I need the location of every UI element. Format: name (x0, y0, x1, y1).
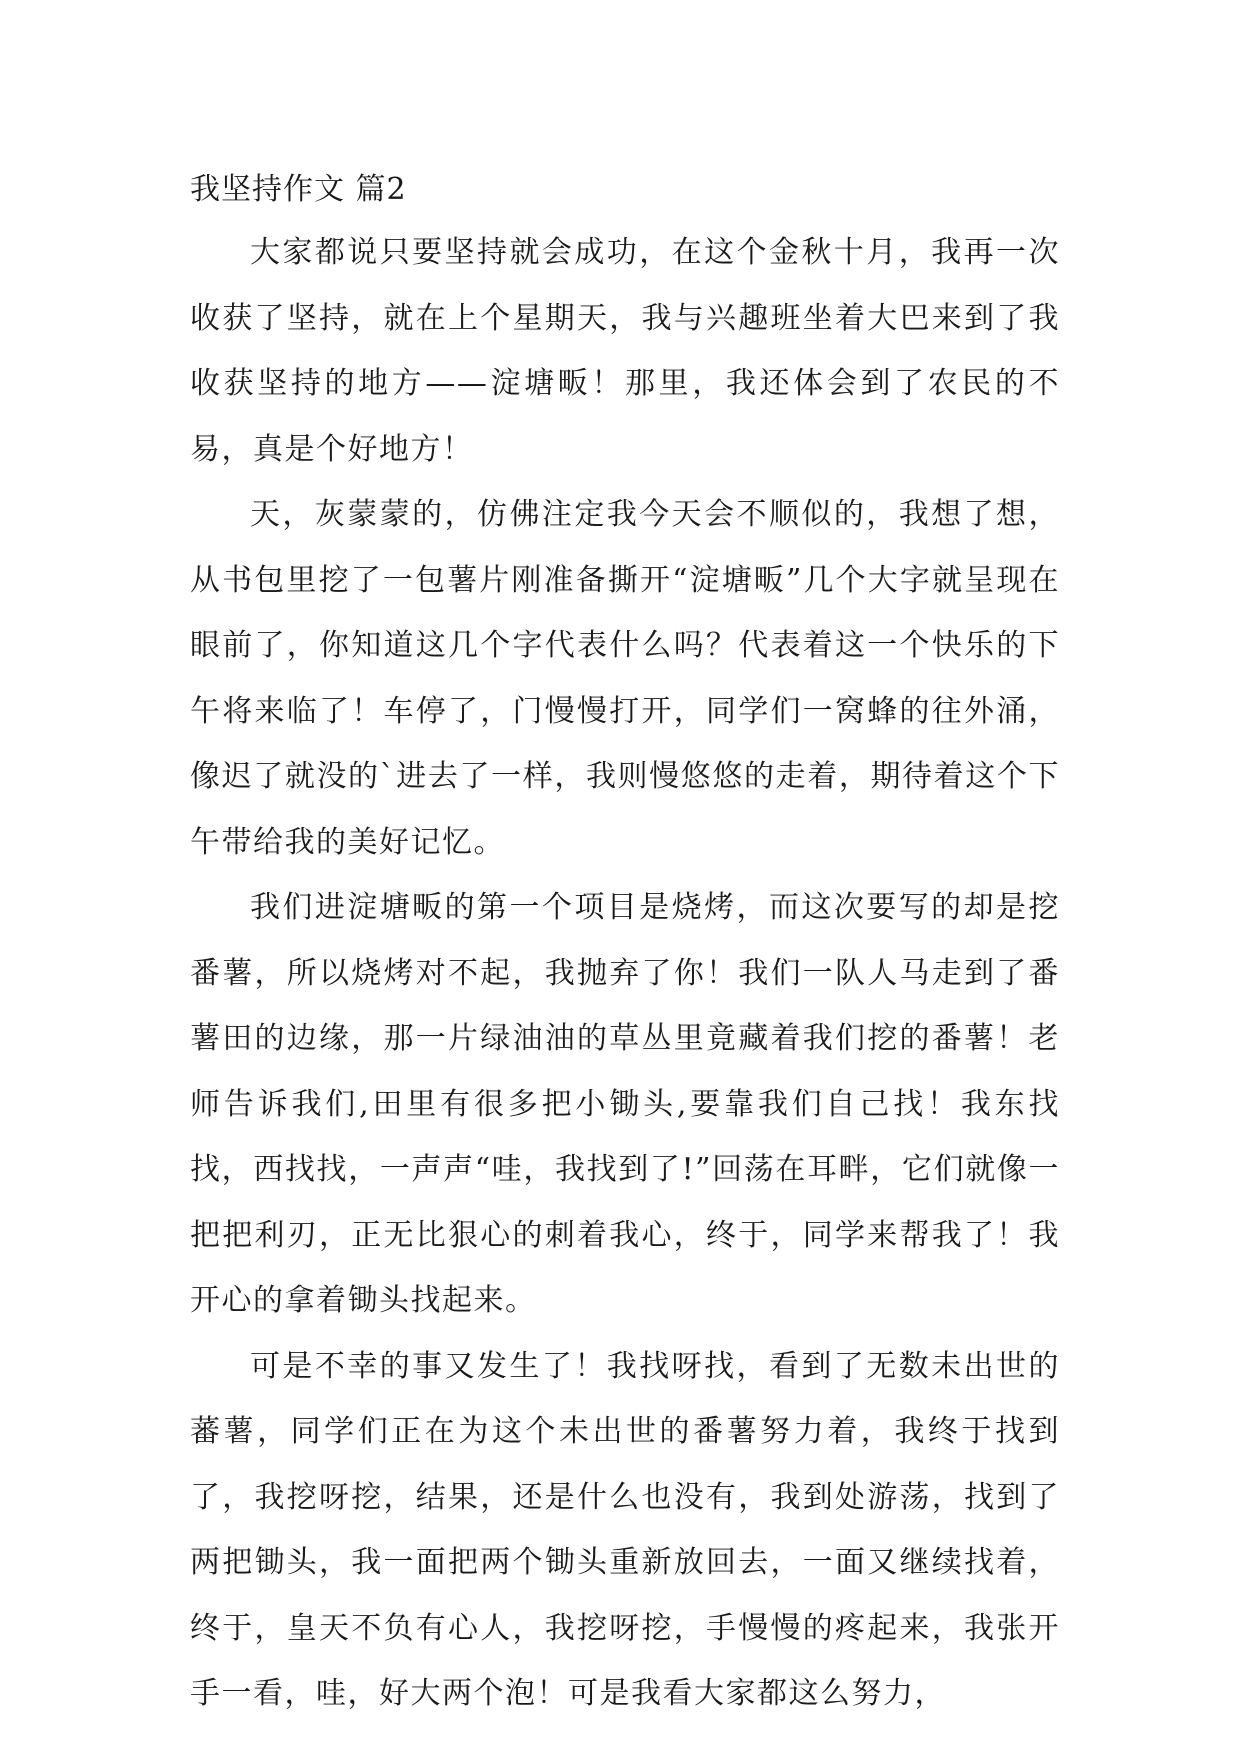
paragraph-4: 可是不幸的事又发生了！我找呀找，看到了无数未出世的蕃薯，同学们正在为这个未出世的番薯努力着，我终于找到了，我挖呀挖，结果，还是什么也没有，我到处游荡，找到了两把锄头，我一面把两个锄头重新放回去，一面又继续找着，终于，皇天不负有心人，我挖呀挖，手慢慢的疼起来，我张开手一看，哇，好大两个泡！可是我看大家都这么努力， (190, 1348, 1060, 1711)
essay-title: 我坚持作文 篇2 (190, 172, 407, 207)
document-body (190, 160, 1060, 1727)
paragraph-1: 大家都说只要坚持就会成功，在这个金秋十月，我再一次收获了坚持，就在上个星期天，我与兴趣班坐着大巴来到了我收获坚持的地方——淀塘畈！那里，我还体会到了农民的不易，真是个好地方！ (190, 235, 1060, 467)
paragraph-2: 天，灰蒙蒙的，仿佛注定我今天会不顺似的，我想了想，从书包里挖了一包薯片刚准备撕开“淀塘畈”几个大字就呈现在眼前了，你知道这几个字代表什么吗？代表着这一个快乐的下午将来临了！车停了，门慢慢打开，同学们一窝蜂的往外涌，像迟了就没的`进去了一样，我则慢悠悠的走着，期待着这个下午带给我的美好记忆。 (190, 497, 1060, 860)
paragraph-3: 我们进淀塘畈的第一个项目是烧烤，而这次要写的却是挖番薯，所以烧烤对不起，我抛弃了你！我们一队人马走到了番薯田的边缘，那一片绿油油的草丛里竟藏着我们挖的番薯！老师告诉我们,田里有很多把小锄头,要靠我们自己找！我东找找，西找找，一声声“哇，我找到了!”回荡在耳畔，它们就像一把把利刃，正无比狠心的刺着我心，终于，同学来帮我了！我开心的拿着锄头找起来。 (190, 890, 1060, 1318)
